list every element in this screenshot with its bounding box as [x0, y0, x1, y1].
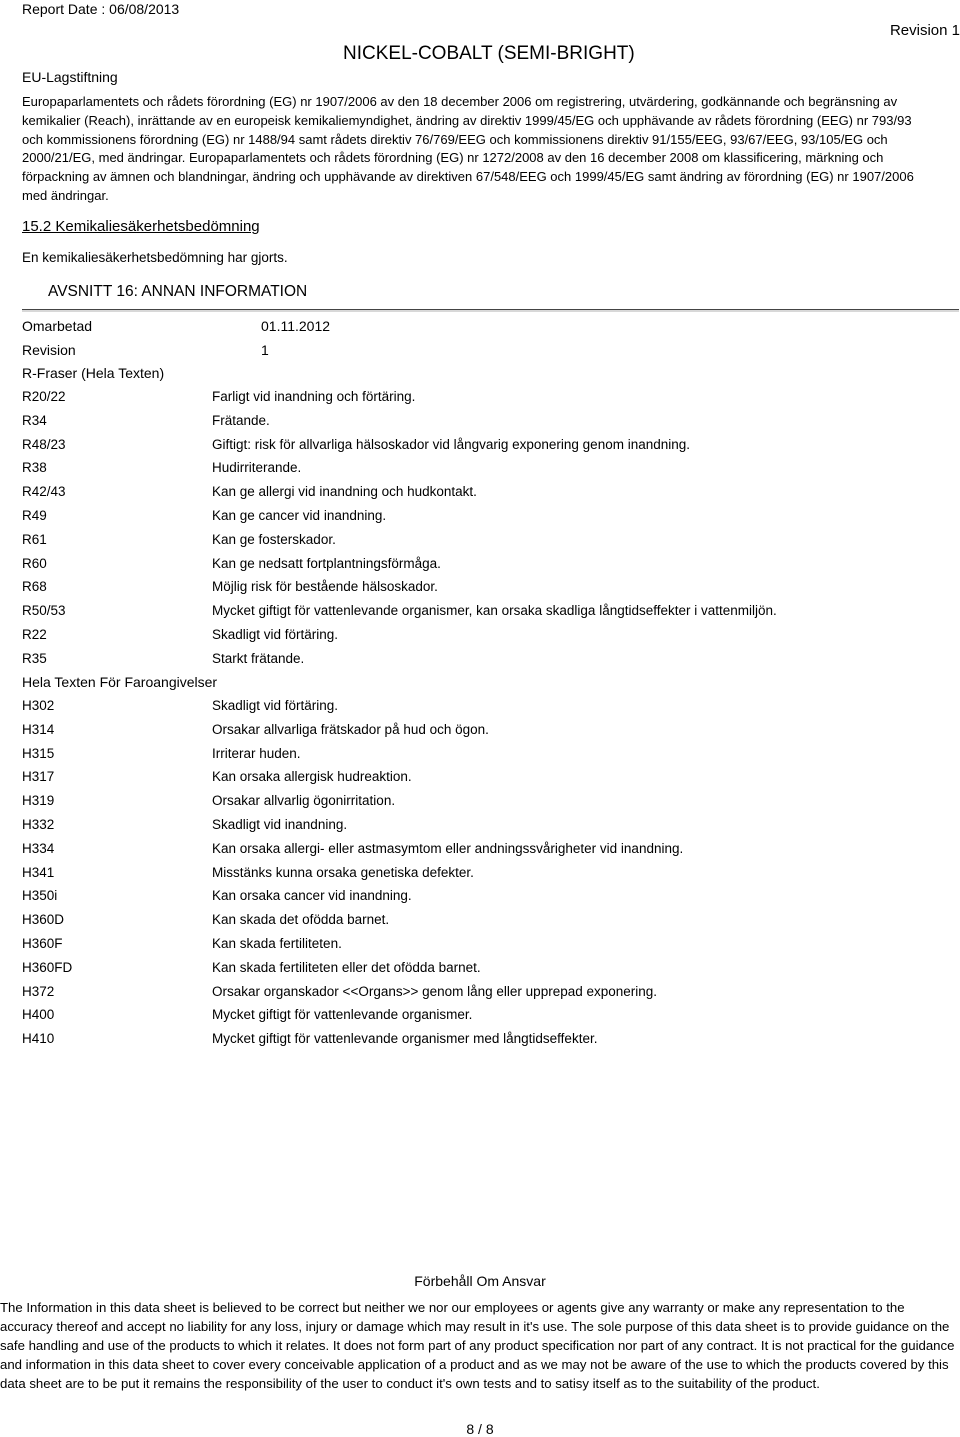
r-phrases-list — [22, 389, 942, 675]
phrase-code: H410 — [22, 1031, 55, 1047]
phrase-row — [22, 651, 942, 675]
phrase-code: H317 — [22, 769, 55, 785]
phrase-row — [22, 793, 942, 817]
phrase-row — [22, 960, 942, 984]
phrase-text: Orsakar allvarlig ögonirritation. — [212, 793, 396, 809]
phrase-code: R49 — [22, 507, 47, 523]
phrase-text: Irriterar huden. — [212, 745, 301, 761]
phrase-code: H372 — [22, 983, 55, 999]
phrase-row — [22, 746, 942, 770]
phrase-row — [22, 532, 942, 556]
document-title: NICKEL-COBALT (SEMI-BRIGHT) — [343, 43, 635, 64]
phrase-row — [22, 841, 942, 865]
phrase-text: Kan skada det ofödda barnet. — [212, 912, 390, 928]
phrase-text: Mycket giftigt för vattenlevande organismer, kan orsaka skadliga långtidseffekter i vattenmiljön. — [212, 603, 777, 619]
disclaimer-title: Förbehåll Om Ansvar — [414, 1273, 546, 1289]
phrase-code: H350i — [22, 888, 58, 904]
phrase-text: Kan orsaka cancer vid inandning. — [212, 888, 412, 904]
phrase-row — [22, 508, 942, 532]
phrase-row — [22, 698, 942, 722]
phrase-text: Orsakar organskador <<Organs>> genom lång eller upprepad exponering. — [212, 983, 658, 999]
phrase-code: H314 — [22, 721, 55, 737]
phrase-code: R68 — [22, 579, 47, 595]
phrase-code: H341 — [22, 864, 55, 880]
phrase-code: H334 — [22, 840, 55, 856]
phrase-text: Kan ge cancer vid inandning. — [212, 507, 387, 523]
revised-value: 01.11.2012 — [261, 318, 331, 334]
phrase-code: R61 — [22, 531, 47, 547]
phrase-text: Kan ge allergi vid inandning och hudkontakt. — [212, 484, 477, 500]
phrase-code: R50/53 — [22, 603, 66, 619]
phrase-row — [22, 413, 942, 437]
phrase-row — [22, 817, 942, 841]
phrase-row — [22, 627, 942, 651]
phrase-code: R60 — [22, 555, 47, 571]
phrase-text: Giftigt: risk för allvarliga hälsoskador vid långvarig exponering genom inandning. — [212, 436, 691, 452]
phrase-row — [22, 722, 942, 746]
phrase-text: Mycket giftigt för vattenlevande organismer. — [212, 1007, 473, 1023]
phrase-row — [22, 389, 942, 413]
phrase-text: Kan ge nedsatt fortplantningsförmåga. — [212, 555, 441, 571]
phrase-row — [22, 460, 942, 484]
section-16-title: AVSNITT 16: ANNAN INFORMATION — [48, 283, 308, 300]
phrase-code: R20/22 — [22, 389, 66, 404]
phrase-code: H332 — [22, 816, 55, 832]
h-phrases-title: Hela Texten För Faroangivelser — [22, 674, 218, 690]
phrase-row — [22, 1007, 942, 1031]
phrase-row — [22, 579, 942, 603]
phrase-text: Farligt vid inandning och förtäring. — [212, 389, 416, 404]
phrase-text: Skadligt vid förtäring. — [212, 626, 339, 642]
phrase-text: Kan skada fertiliteten. — [212, 935, 342, 951]
phrase-code: H400 — [22, 1007, 55, 1023]
phrase-text: Hudirriterande. — [212, 460, 302, 476]
phrase-row — [22, 936, 942, 960]
phrase-code: R42/43 — [22, 484, 66, 500]
phrase-text: Frätande. — [212, 412, 270, 428]
disclaimer-text: The Information in this data sheet is believed to be correct but neither we nor our employees or agents give any warranty or make any representation to the accuracy thereof and accept no liability for any loss, injury or damage which may result in it's use. The sole purpose of this data sheet is to provide guidance on the safe handling and use of the products to which it relates. It does not form part of any product specification nor part of any contract. It is not practical for the guidance and information in this data sheet to cover every conceivable application of a product and as we may not be aware of the use to which the products covered by this data sheet are to be put it remains the responsibility of the user to conduct it's own tests and to satisy itself as to the suitability of the product. — [0, 1300, 955, 1391]
phrase-row — [22, 556, 942, 580]
section-16-header — [22, 278, 959, 310]
phrase-row — [22, 888, 942, 912]
phrase-row — [22, 603, 942, 627]
phrase-code: H319 — [22, 793, 55, 809]
phrase-text: Misstänks kunna orsaka genetiska defekter. — [212, 864, 474, 880]
phrase-text: Möjlig risk för bestående hälsoskador. — [212, 579, 438, 595]
chemical-safety-heading: 15.2 Kemikaliesäkerhetsbedömning — [22, 218, 260, 235]
page-number: 8 / 8 — [466, 1421, 494, 1437]
phrase-text: Kan skada fertiliteten eller det ofödda barnet. — [212, 959, 481, 975]
eu-legislation-title: EU-Lagstiftning — [22, 69, 118, 85]
phrase-row — [22, 769, 942, 793]
revision-value: 1 — [261, 342, 269, 358]
phrase-code: H360D — [22, 912, 65, 928]
revised-label: Omarbetad — [22, 318, 93, 334]
phrase-code: H360FD — [22, 959, 73, 975]
phrase-code: R34 — [22, 412, 47, 428]
phrase-code: R35 — [22, 650, 47, 666]
report-date: Report Date : 06/08/2013 — [22, 1, 180, 17]
h-phrases-list — [22, 698, 942, 1055]
phrase-row — [22, 912, 942, 936]
phrase-code: R48/23 — [22, 436, 66, 452]
eu-legislation-body: Europaparlamentets och rådets förordning (EG) nr 1907/2006 av den 18 december 2006 om registrering, utvärdering, godkännande och begränsning av kemikalier (Reach), inrättande av en europeisk kemikaliemyndighet, ändring av direktiv 1999/45/EG och upphävande av rådets förordning (EEG) nr 793/93 och kommissionens förordning (EG) nr 1488/94 samt rådets direktiv 76/769/EEG och kommissionens direktiv 91/155/EEG, 93/67/EEG, 93/105/EG och 2000/21/EG, med ändringar. Europaparlamentets och rådets förordning (EG) nr 1272/2008 av den 16 december 2008 om klassificering, märkning och förpackning av ämnen och blandningar, ändring och upphävande av direktiven 67/548/EEG och 1999/45/EG samt ändring av förordning (EG) nr 1907/2006 med ändringar. — [22, 94, 914, 203]
phrase-row — [22, 484, 942, 508]
phrase-text: Orsakar allvarliga frätskador på hud och ögon. — [212, 721, 489, 737]
chemical-safety-text: En kemikaliesäkerhetsbedömning har gjorts. — [22, 250, 288, 265]
phrase-text: Skadligt vid förtäring. — [212, 698, 339, 713]
phrase-text: Kan orsaka allergi- eller astmasymtom eller andningssvårigheter vid inandning. — [212, 840, 684, 856]
phrase-row — [22, 1031, 942, 1055]
phrase-code: H315 — [22, 745, 55, 761]
r-phrases-title: R-Fraser (Hela Texten) — [22, 365, 165, 381]
phrase-row — [22, 437, 942, 461]
header-revision: Revision 1 — [889, 22, 960, 39]
phrase-row — [22, 865, 942, 889]
phrase-row — [22, 984, 942, 1008]
phrase-code: H360F — [22, 935, 63, 951]
revision-label: Revision — [22, 342, 76, 358]
phrase-text: Kan ge fosterskador. — [212, 531, 336, 547]
phrase-text: Skadligt vid inandning. — [212, 816, 348, 832]
phrase-text: Kan orsaka allergisk hudreaktion. — [212, 769, 412, 785]
phrase-code: R38 — [22, 460, 47, 476]
phrase-text: Starkt frätande. — [212, 650, 305, 666]
phrase-code: R22 — [22, 626, 47, 642]
phrase-code: H302 — [22, 698, 55, 713]
phrase-text: Mycket giftigt för vattenlevande organismer med långtidseffekter. — [212, 1031, 598, 1047]
